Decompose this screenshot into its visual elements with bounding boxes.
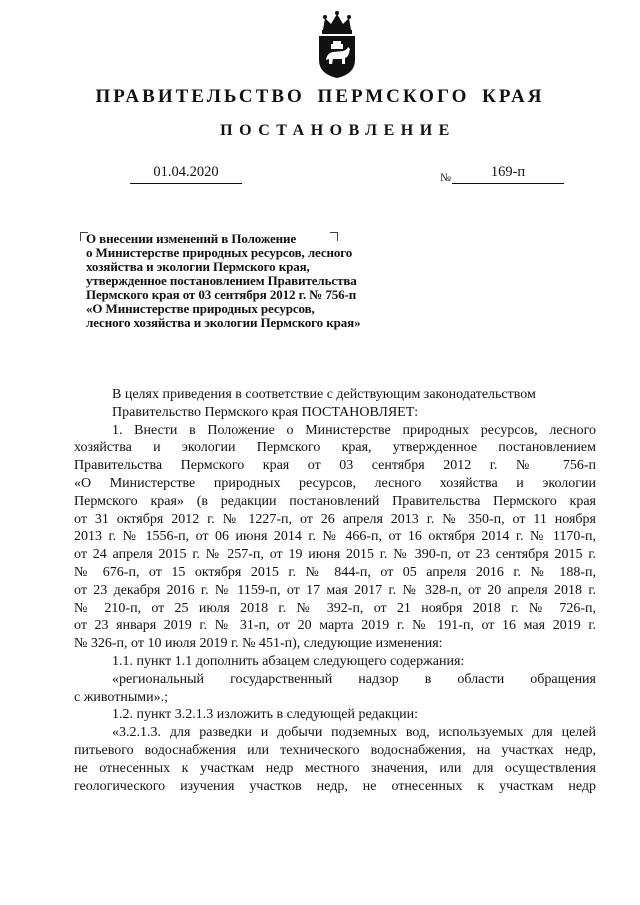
body-line: Пермского края» (в редакции постановлений Правительства Пермского края [74,493,596,509]
body-line: Правительства Пермского края от 03 сентября 2012 г. № 756-п [74,458,596,474]
body-line: хозяйства и экологии Пермского края, утвержденное постановлением [74,440,596,456]
document-subject [86,232,446,330]
body-line: с животными».; [74,689,168,705]
body-line: № 676-п, от 15 октября 2015 г. № 844-п, от 05 апреля 2016 г. № 188-п, [74,564,596,580]
body-line: «О Министерстве природных ресурсов, лесного хозяйства и экологии [74,475,596,491]
body-line: № 210-п, от 25 июля 2018 г. № 392-п, от 21 ноября 2018 г. № 726-п, [74,600,596,616]
body-line: от 23 января 2019 г. № 31-п, от 20 марта 2019 г. № 191-п, от 16 мая 2019 г. [74,618,596,634]
subject-line: утвержденное постановлением Правительства [86,273,357,288]
body-line: 1.1. пункт 1.1 дополнить абзацем следующего содержания: [112,653,465,669]
subject-line: о Министерстве природных ресурсов, лесного [86,245,353,260]
body-line: В целях приведения в соответствие с действующим законодательством [112,387,536,402]
body-line: «3.2.1.3. для разведки и добычи подземных вод, используемых для целей [112,725,596,741]
coat-of-arms-emblem [313,8,361,80]
body-line: от 24 апреля 2015 г. № 257-п, от 19 июня 2015 г. № 390-п, от 23 сентября 2015 г. [74,547,596,563]
subject-line: лесного хозяйства и экологии Пермского края» [86,315,361,330]
body-line: геологического изучения участков недр, не отнесенных к участкам недр [74,778,596,794]
government-title: ПРАВИТЕЛЬСТВО ПЕРМСКОГО КРАЯ [95,86,545,107]
body-line: 1. Внести в Положение о Министерстве природных ресурсов, лесного [112,422,596,438]
body-line: Правительство Пермского края ПОСТАНОВЛЯЕТ: [112,404,419,420]
body-line: 1.2. пункт 3.2.1.3 изложить в следующей редакции: [112,707,418,723]
number-label: № [440,172,451,184]
document-type: ПОСТАНОВЛЕНИЕ [220,122,456,139]
subject-line: «О Министерстве природных ресурсов, [86,301,315,316]
document-body [74,386,596,795]
body-line: 2013 г. № 1556-п, от 06 июня 2014 г. № 466-п, от 16 октября 2014 г. № 1170-п, [74,529,596,545]
document-date: 01.04.2020 [130,164,242,184]
document-number: 169-п [452,164,564,184]
subject-line: хозяйства и экологии Пермского края, [86,259,310,274]
body-line: от 23 декабря 2016 г. № 1159-п, от 17 мая 2017 г. № 328-п, от 20 апреля 2018 г. [74,582,596,598]
body-line: № 326-п, от 10 июля 2019 г. № 451-п), следующие изменения: [74,636,443,652]
subject-line: О внесении изменений в Положение [86,231,297,246]
subject-line: Пермского края от 03 сентября 2012 г. № 756-п [86,287,357,302]
body-line: от 31 октября 2012 г. № 1227-п, от 26 апреля 2013 г. № 350-п, от 11 ноября [74,511,596,527]
body-line: не отнесенных к участкам недр местного значения, или для осуществления [74,760,596,776]
body-line: питьевого водоснабжения или технического водоснабжения, на участках недр, [74,742,596,758]
body-line: «региональный государственный надзор в области обращения [112,671,596,687]
